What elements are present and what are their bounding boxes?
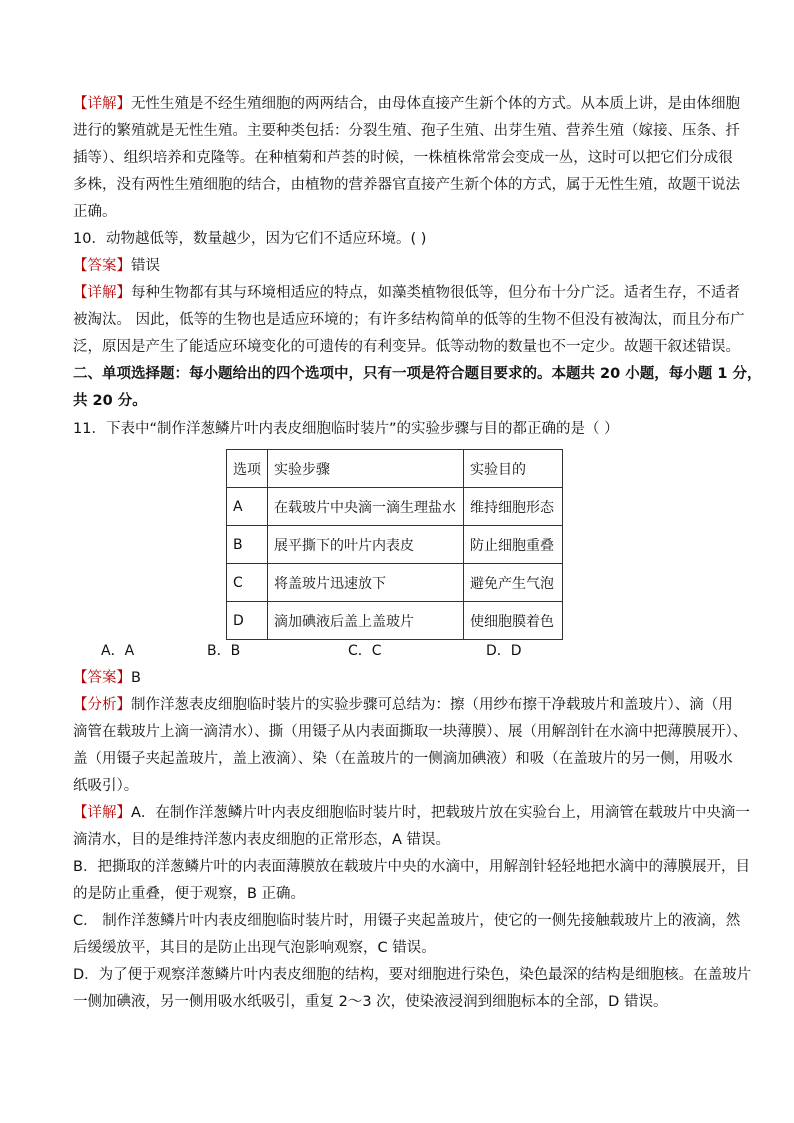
- table-cell: 避免产生气泡: [464, 564, 563, 602]
- q11-detail-line: 【详解】A．在制作洋葱鳞片叶内表皮细胞临时装片时，把载玻片放在实验台上，用滴管在载玻片中央滴一: [73, 805, 750, 821]
- detail-tag: 【详解】: [73, 805, 131, 821]
- table-row: [227, 488, 563, 526]
- table-header: 实验步骤: [268, 450, 464, 488]
- table-cell: 使细胞膜着色: [464, 602, 563, 640]
- detail-line: 正确。: [73, 204, 117, 220]
- q11-analysis-line: 盖（用镊子夹起盖玻片，盖上液滴）、染（在盖玻片的一侧滴加碘液）和吸（在盖玻片的另一侧，用吸水: [73, 751, 733, 767]
- q11-detail-line: B．把撕取的洋葱鳞片叶的内表面薄膜放在载玻片中央的水滴中，用解剖针轻轻地把水滴中的薄膜展开，目: [73, 859, 750, 875]
- table-row: [227, 564, 563, 602]
- q11-stem: 11．下表中“制作洋葱鳞片叶内表皮细胞临时装片”的实验步骤与目的都正确的是（ ）: [73, 421, 619, 437]
- detail-tag: 【详解】: [73, 285, 131, 301]
- q11-table: [226, 449, 563, 640]
- detail-line: 进行的繁殖就是无性生殖。主要种类包括：分裂生殖、孢子生殖、出芽生殖、营养生殖（嫁接、压条、扦: [73, 123, 740, 139]
- option-a: A．A: [101, 643, 135, 659]
- q11-detail-line: 滴清水，目的是维持洋葱内表皮细胞的正常形态，A 错误。: [73, 832, 451, 848]
- table-header-row: [227, 450, 563, 488]
- table-cell: 滴加碘液后盖上盖玻片: [268, 602, 464, 640]
- answer-tag: 【答案】: [73, 258, 131, 274]
- q11-detail-line: 的是防止重叠，便于观察，B 正确。: [73, 886, 306, 902]
- table-header: 实验目的: [464, 450, 563, 488]
- table-cell: A: [227, 488, 268, 526]
- section-heading: 共 20 分。: [73, 393, 147, 409]
- detail-tag: 【详解】: [73, 96, 131, 112]
- q11-detail-line: 后缓缓放平，其目的是防止出现气泡影响观察，C 错误。: [73, 940, 436, 956]
- q11-analysis-line: 【分析】制作洋葱表皮细胞临时装片的实验步骤可总结为：擦（用纱布擦干净载玻片和盖玻片）、滴（用: [73, 697, 733, 713]
- table-row: [227, 602, 563, 640]
- table-cell: 展平撕下的叶片内表皮: [268, 526, 464, 564]
- option-b: B．B: [207, 643, 241, 659]
- table-header: 选项: [227, 450, 268, 488]
- table-cell: 将盖玻片迅速放下: [268, 564, 464, 602]
- table-cell: B: [227, 526, 268, 564]
- q10-stem: 10．动物越低等，数量越少，因为它们不适应环境。( ): [73, 231, 427, 247]
- table-row: [227, 526, 563, 564]
- table-cell: C: [227, 564, 268, 602]
- q11-detail-line: C． 制作洋葱鳞片叶内表皮细胞临时装片时，用镊子夹起盖玻片，使它的一侧先接触载玻片上的液滴，然: [73, 913, 741, 929]
- q11-analysis-line: 滴管在载玻片上滴一滴清水）、撕（用镊子从内表面撕取一块薄膜）、展（用解剖针在水滴中把薄膜展开）、: [73, 724, 748, 740]
- detail-line: 多株，没有两性生殖细胞的结合，由植物的营养器官直接产生新个体的方式，属于无性生殖，故题干说法: [73, 177, 740, 193]
- q11-answer: 【答案】B: [73, 670, 141, 686]
- table-cell: 维持细胞形态: [464, 488, 563, 526]
- option-d: D．D: [486, 643, 522, 659]
- analysis-tag: 【分析】: [73, 697, 131, 713]
- q10-detail-line: 泛，原因是产生了能适应环境变化的可遗传的有利变异。低等动物的数量也不一定少。故题干叙述错误。: [73, 339, 740, 355]
- q10-detail-line: 【详解】每种生物都有其与环境相适应的特点，如藻类植物很低等，但分布十分广泛。适者生存，不适者: [73, 285, 740, 301]
- answer-tag: 【答案】: [73, 670, 131, 686]
- q11-analysis-line: 纸吸引）。: [73, 778, 139, 794]
- table-cell: 在载玻片中央滴一滴生理盐水: [268, 488, 464, 526]
- q11-detail-line: D．为了便于观察洋葱鳞片叶内表皮细胞的结构，要对细胞进行染色，染色最深的结构是细胞核。在盖玻片: [73, 967, 752, 983]
- detail-line: 【详解】无性生殖是不经生殖细胞的两两结合，由母体直接产生新个体的方式。从本质上讲，是由体细胞: [73, 96, 740, 112]
- q11-detail-line: 一侧加碘液，另一侧用吸水纸吸引，重复 2～3 次，使染液浸润到细胞标本的全部，D 错误。: [73, 994, 668, 1010]
- q10-answer: 【答案】错误: [73, 258, 160, 274]
- option-c: C．C: [348, 643, 382, 659]
- table-cell: 防止细胞重叠: [464, 526, 563, 564]
- section-heading: 二、单项选择题：每小题给出的四个选项中，只有一项是符合题目要求的。本题共 20 小题，每小题 1 分，: [73, 366, 762, 382]
- detail-line: 插等）、组织培养和克隆等。在种植菊和芦荟的时候，一株植株常常会变成一丛，这时可以把它们分成很: [73, 150, 733, 166]
- q10-detail-line: 被淘汰。 因此，低等的生物也是适应环境的；有许多结构简单的低等的生物不但没有被淘汰，而且分布广: [73, 312, 745, 328]
- table-cell: D: [227, 602, 268, 640]
